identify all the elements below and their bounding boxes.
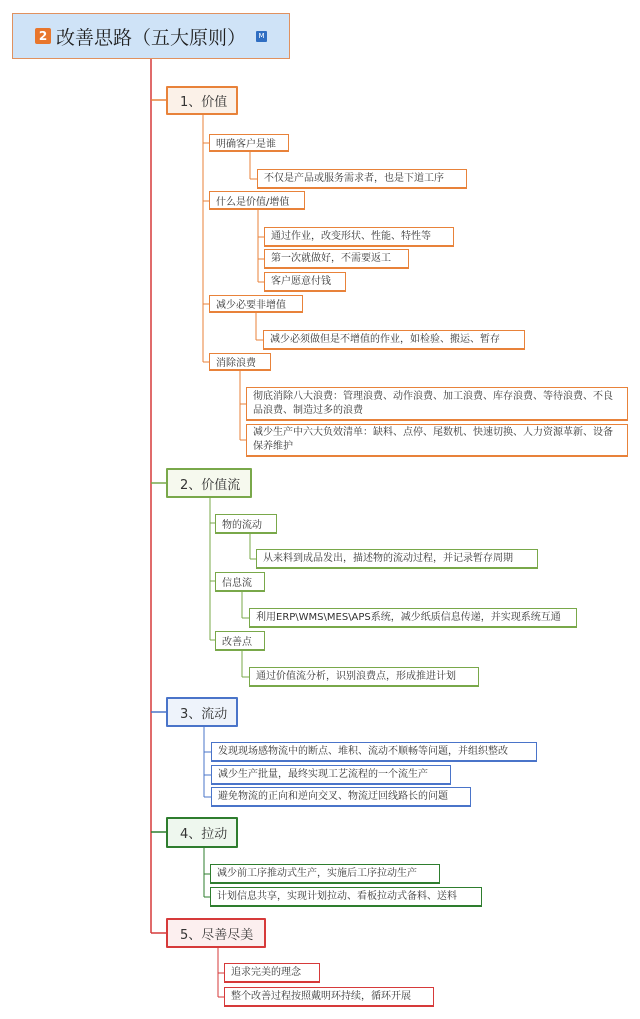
leaf-pdca-cycle[interactable]: 整个改善过程按照戴明环持续，循环开展 bbox=[224, 987, 434, 1007]
leaf-value-customer-pays[interactable]: 客户愿意付钱 bbox=[264, 272, 346, 292]
leaf-material-flow-desc[interactable]: 从来料到成品发出，描述物的流动过程，并记录暂存周期 bbox=[256, 549, 538, 569]
leaf-information-flow-desc[interactable]: 利用ERP\WMS\MES\APS系统，减少纸质信息传递，并实现系统互通 bbox=[249, 608, 577, 628]
leaf-flow-batch-size[interactable]: 减少生产批量，最终实现工艺流程的一个流生产 bbox=[211, 765, 451, 785]
root-topic[interactable] bbox=[12, 13, 290, 59]
leaf-pull-kanban[interactable]: 计划信息共享，实现计划拉动、看板拉动式备料、送料 bbox=[210, 887, 482, 907]
section-value[interactable]: 1、价值 bbox=[166, 86, 238, 115]
leaf-reduce-inspection-handling[interactable]: 减少必须做但是不增值的作业，如检验、搬运、暂存 bbox=[263, 330, 525, 350]
leaf-value-right-first-time[interactable]: 第一次就做好，不需要返工 bbox=[264, 249, 409, 269]
section-perfection[interactable]: 5、尽善尽美 bbox=[166, 918, 266, 948]
topic-identify-customer[interactable]: 明确客户是谁 bbox=[209, 134, 289, 152]
leaf-flow-cross-routes[interactable]: 避免物流的正向和逆向交叉、物流迂回线路长的问题 bbox=[211, 787, 471, 807]
leaf-six-negative-items[interactable]: 减少生产中六大负效清单：缺料、点停、尾数机、快速切换、人力资源革新、设备保养维护 bbox=[246, 424, 628, 457]
topic-what-is-value[interactable]: 什么是价值/增值 bbox=[209, 191, 305, 210]
leaf-customer-definition[interactable]: 不仅是产品或服务需求者，也是下道工序 bbox=[257, 169, 467, 189]
leaf-eight-wastes[interactable]: 彻底消除八大浪费：管理浪费、动作浪费、加工浪费、库存浪费、等待浪费、不良品浪费、制造过多的浪费 bbox=[246, 387, 628, 421]
leaf-improvement-points-desc[interactable]: 通过价值流分析，识别浪费点，形成推进计划 bbox=[249, 667, 479, 687]
topic-reduce-necessary-non-value[interactable]: 减少必要非增值 bbox=[209, 295, 303, 313]
topic-material-flow[interactable]: 物的流动 bbox=[215, 514, 277, 534]
markdown-note-icon[interactable]: M bbox=[256, 31, 267, 42]
section-pull[interactable]: 4、拉动 bbox=[166, 817, 238, 848]
section-value-stream[interactable]: 2、价值流 bbox=[166, 468, 252, 498]
root-title: 改善思路（五大原则） bbox=[56, 26, 247, 49]
topic-eliminate-waste[interactable]: 消除浪费 bbox=[209, 353, 271, 371]
topic-improvement-points[interactable]: 改善点 bbox=[215, 631, 265, 651]
section-flow[interactable]: 3、流动 bbox=[166, 697, 238, 727]
leaf-flow-breakpoints[interactable]: 发现现场感物流中的断点、堆积、流动不顺畅等问题，并组织整改 bbox=[211, 742, 537, 762]
topic-information-flow[interactable]: 信息流 bbox=[215, 572, 265, 592]
leaf-pursue-perfection[interactable]: 追求完美的理念 bbox=[224, 963, 320, 983]
leaf-pull-production[interactable]: 减少前工序推动式生产，实施后工序拉动生产 bbox=[210, 864, 440, 884]
root-number-badge: 2 bbox=[35, 28, 51, 44]
leaf-value-change-shape[interactable]: 通过作业，改变形状、性能、特性等 bbox=[264, 227, 454, 247]
